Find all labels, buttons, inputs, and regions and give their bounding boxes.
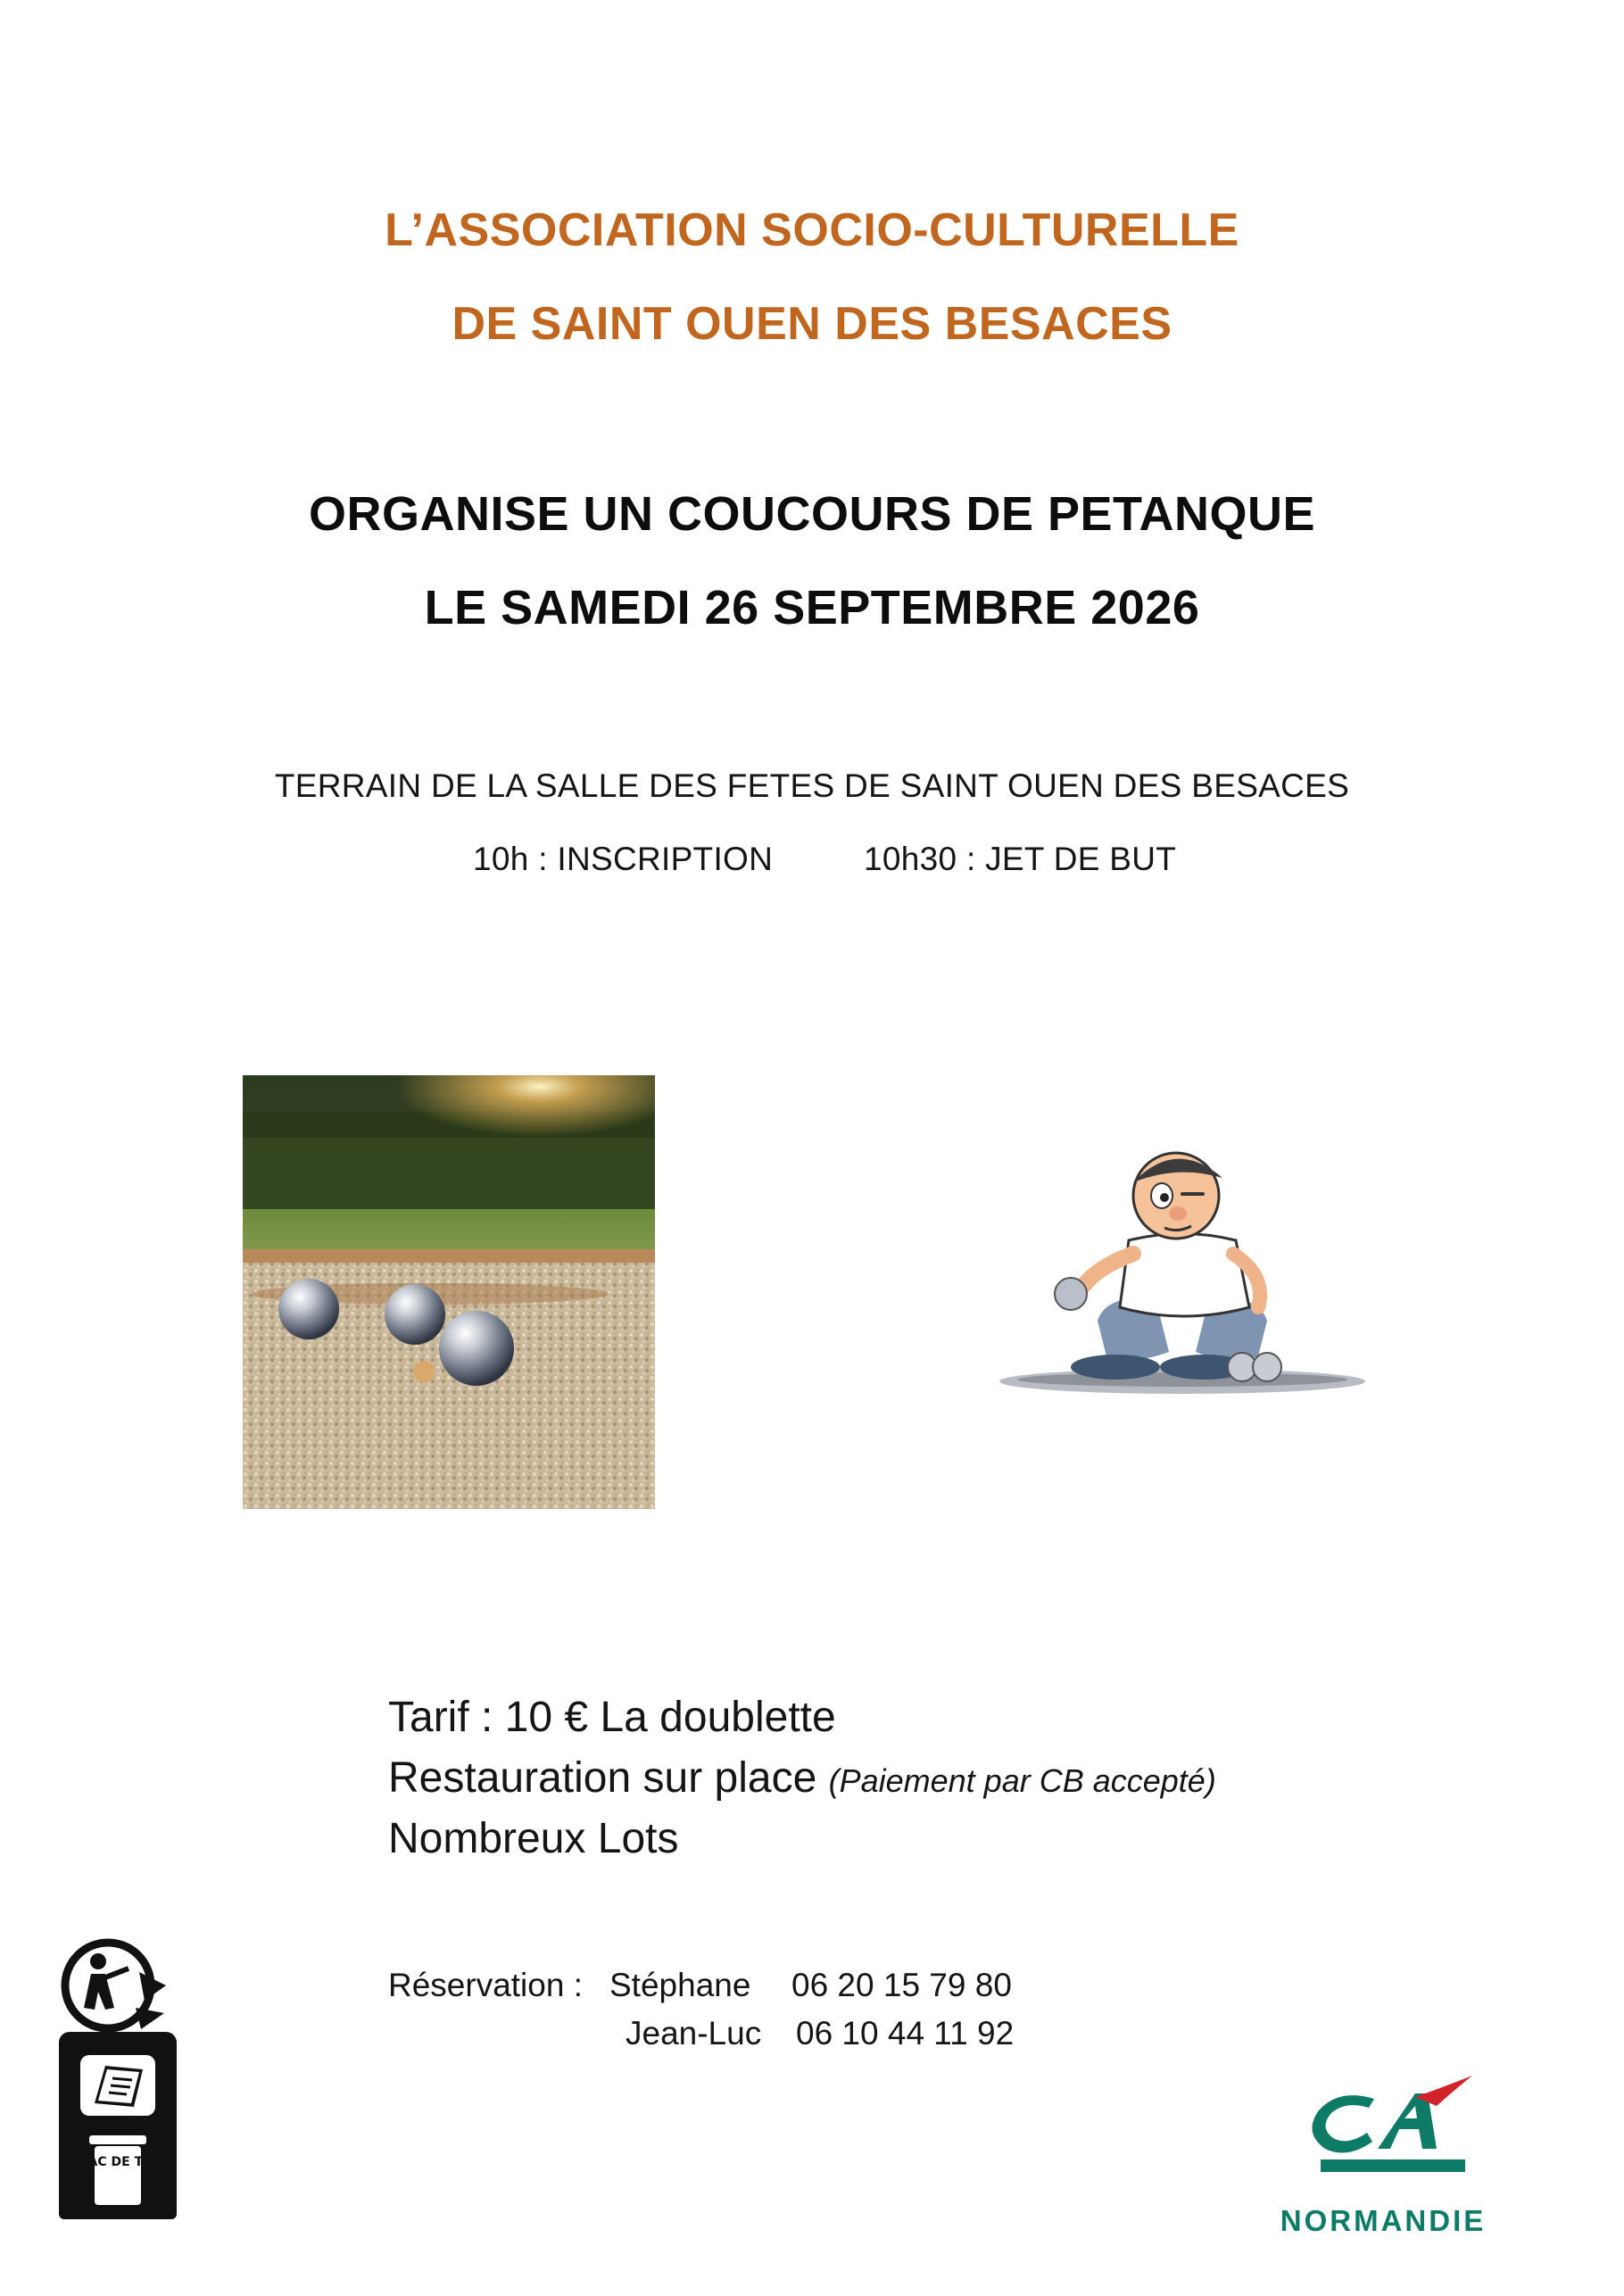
petanque-photo bbox=[243, 1075, 655, 1509]
paper-sorting-icon bbox=[75, 2051, 161, 2119]
reservation-label: Réservation : bbox=[388, 1967, 583, 2003]
organizer-line-1: L’ASSOCIATION SOCIO-CULTURELLE bbox=[385, 204, 1239, 256]
start-time: 10h30 : JET DE BUT bbox=[864, 841, 1177, 877]
restauration-text: Restauration sur place bbox=[388, 1754, 817, 1802]
sorting-info-panel bbox=[59, 2032, 177, 2219]
tarif-text: Tarif : 10 € La doublette bbox=[388, 1694, 836, 1741]
contact-name-2: Jean-Luc bbox=[626, 2015, 762, 2051]
contact-phone-1: 06 20 15 79 80 bbox=[791, 1967, 1012, 2003]
restauration-line bbox=[388, 1753, 1216, 1803]
sorting-bin-icon bbox=[78, 2132, 158, 2209]
bin-label: BAC DE TRI bbox=[78, 2155, 158, 2169]
payment-note: (Paiement par CB accepté) bbox=[828, 1762, 1216, 1799]
lots-text: Nombreux Lots bbox=[388, 1815, 679, 1862]
venue-text: TERRAIN DE LA SALLE DES FETES DE SAINT OUEN DES BESACES bbox=[274, 767, 1350, 804]
event-title: ORGANISE UN COUCOURS DE PETANQUE bbox=[308, 487, 1316, 541]
recycling-symbol-icon bbox=[59, 1936, 177, 2035]
contact-name-1: Stéphane bbox=[609, 1967, 751, 2003]
event-date: LE SAMEDI 26 SEPTEMBRE 2026 bbox=[424, 581, 1200, 634]
credit-agricole-logo bbox=[1303, 2070, 1481, 2186]
registration-time: 10h : INSCRIPTION bbox=[473, 841, 774, 877]
sponsor-region: NORMANDIE bbox=[1280, 2204, 1487, 2237]
contact-phone-2: 06 10 44 11 92 bbox=[796, 2015, 1015, 2051]
petanque-player-illustration bbox=[999, 1142, 1374, 1410]
organizer-line-2: DE SAINT OUEN DES BESACES bbox=[452, 298, 1172, 350]
